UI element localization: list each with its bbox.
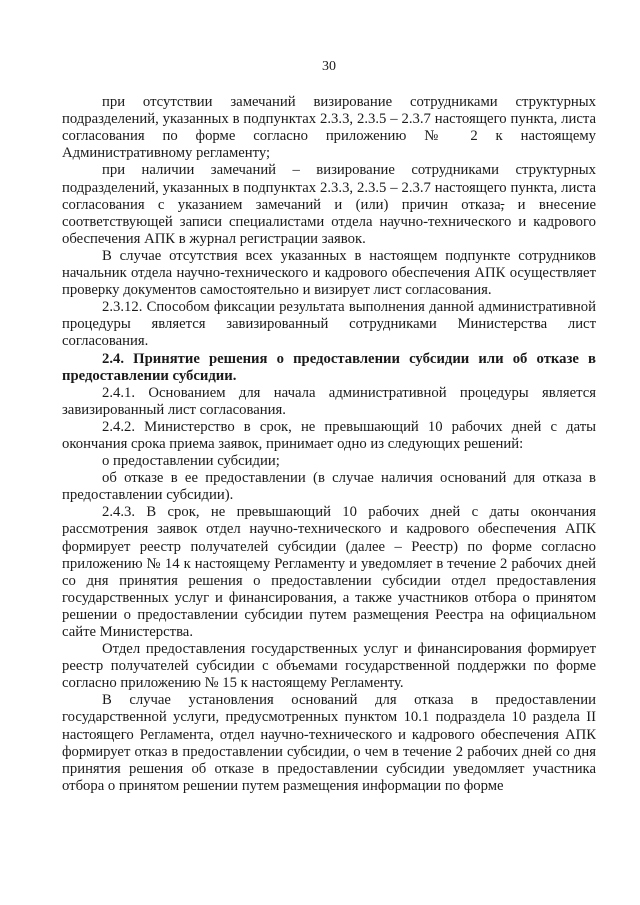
paragraph-absence-of-staff: В случае отсутствия всех указанных в настоящем подпункте сотрудников начальник отдела научно-технического и кадрового обеспечения АПК осуществляет проверку документов самостоятельно и визирует лист согласования. (62, 247, 596, 299)
paragraph-with-remarks (62, 162, 596, 247)
page-number: 30 (322, 59, 336, 74)
paragraph-with-remarks-part-a: при наличии замечаний – визирование сотрудниками структурных подразделений, указанных в подпунктах 2.3.3, 2.3.5 – 2.3.7 настоящего пункта, листа согласования с указанием замечаний и (или) причин отказа (62, 162, 596, 213)
list-item-grant-subsidy: о предоставлении субсидии; (102, 453, 280, 470)
paragraph-refusal-grounds: В случае установления оснований для отказа в предоставлении государственной услуги, предусмотренных пунктом 10.1 подраздела 10 раздела II настоящего Регламента, отдел научно-технического и кадрового обеспечения АПК формирует отказ в предоставлении субсидии, о чем в течение 2 рабочих дней со дня принятия решения об отказе в предоставлении субсидии уведомляет участника отбора о принятом решении путем размещения информации по форме (62, 692, 596, 794)
paragraph-with-remarks-part-b: и внесение соответствующей записи специалистами отдела научно-технического и кадрового обеспечения АПК в журнал регистрации заявок. (62, 196, 596, 247)
section-heading-2-4: 2.4. Принятие решения о предоставлении субсидии или об отказе в предоставлении субсидии. (62, 350, 596, 384)
paragraph-2-3-12: 2.3.12. Способом фиксации результата выполнения данной административной процедуры является завизированный сотрудниками Министерства лист согласования. (62, 299, 596, 350)
list-item-refuse-subsidy: об отказе в ее предоставлении (в случае наличия оснований для отказа в предоставлении субсидии). (62, 470, 596, 504)
paragraph-2-4-1: 2.4.1. Основанием для начала административной процедуры является завизированный лист согласования. (62, 384, 596, 418)
paragraph-no-remarks: при отсутствии замечаний визирование сотрудниками структурных подразделений, указанных в подпунктах 2.3.3, 2.3.5 – 2.3.7 настоящего пункта, листа согласования по форме согласно приложению № 2 к настоящему Административному регламенту; (62, 94, 596, 162)
paragraph-2-4-2: 2.4.2. Министерство в срок, не превышающий 10 рабочих дней с даты окончания срока приема заявок, принимает одно из следующих решений: (62, 418, 596, 452)
paragraph-2-4-3: 2.4.3. В срок, не превышающий 10 рабочих дней с даты окончания рассмотрения заявок отдел научно-технического и кадрового обеспечения АПК формирует реестр получателей субсидии (далее – Реестр) по форме согласно приложению № 14 к настоящему Регламенту и уведомляет в течение 2 рабочих дней со дня принятия решения о предоставлении субсидии отдел предоставления государственных услуг и финансирования, а также участников отбора о принятом решении о предоставлении субсидии путем размещения Реестра на официальном сайте Министерства. (62, 504, 596, 640)
struck-comma: , (500, 196, 505, 213)
paragraph-registry-department: Отдел предоставления государственных услуг и финансирования формирует реестр получателей субсидии с объемами государственной поддержки по форме согласно приложению № 15 к настоящему Регламенту. (62, 641, 596, 692)
